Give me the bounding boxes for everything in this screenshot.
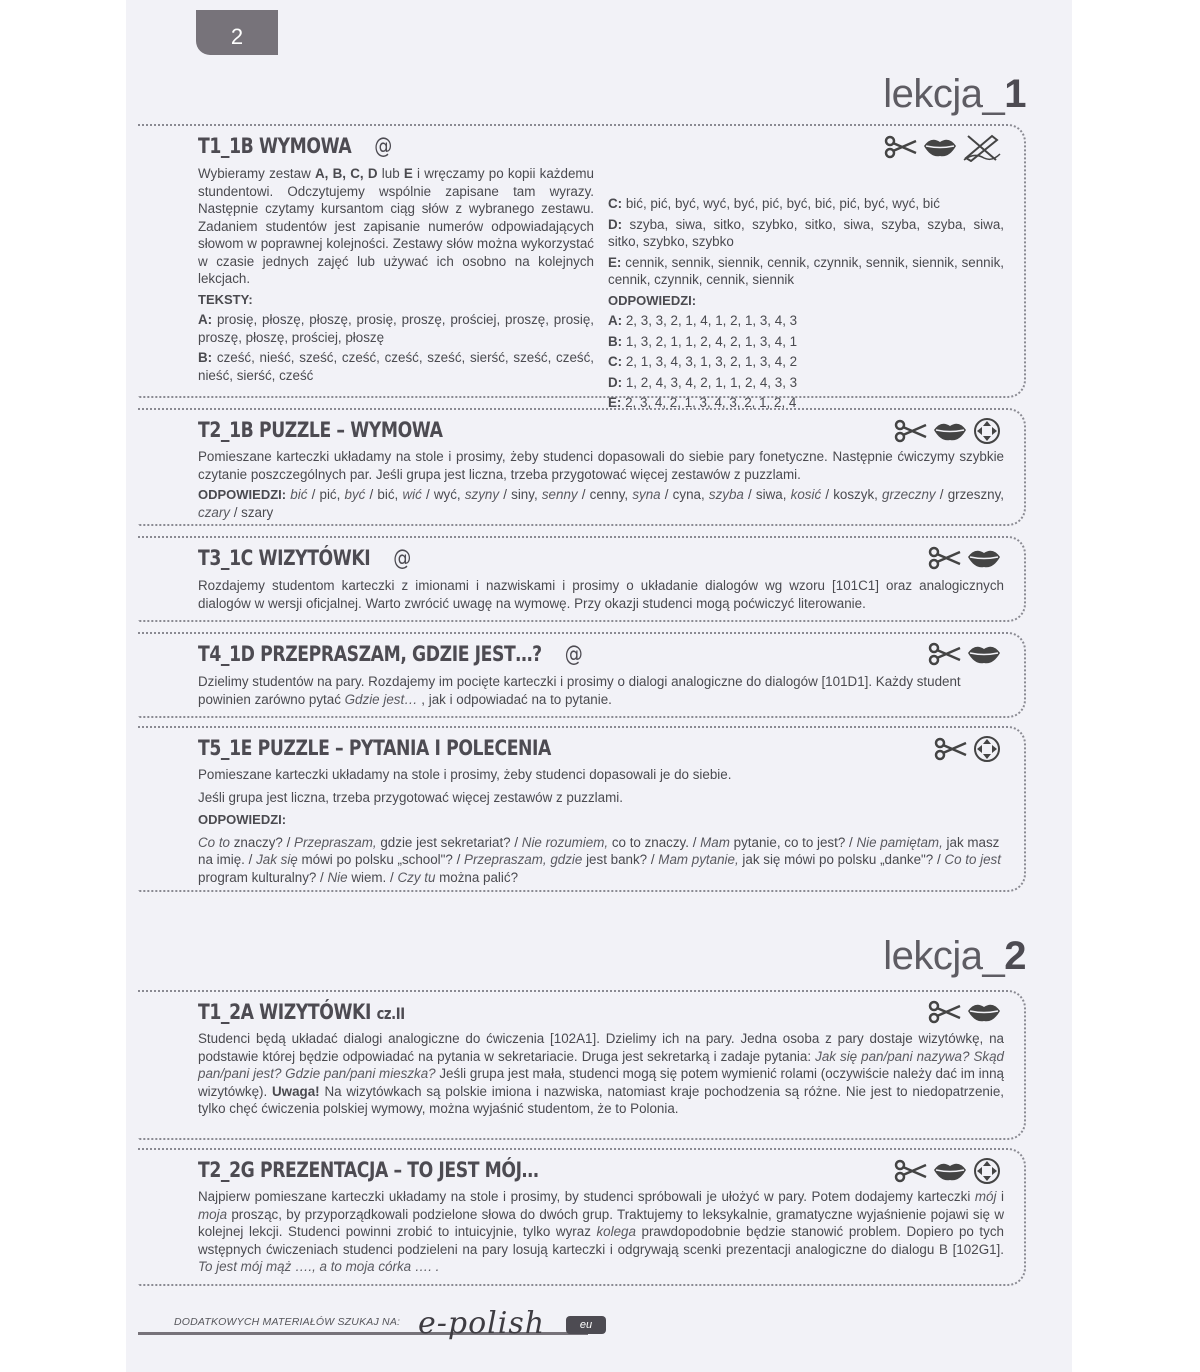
exercise-title: T2_1B PUZZLE – WYMOWA	[198, 418, 443, 442]
pair-first: syna	[632, 487, 661, 502]
lesson-number: 2	[1004, 934, 1026, 978]
exercise-title: T2_2G PREZENTACJA – TO JEST MÓJ…	[198, 1158, 539, 1182]
lesson-2-heading	[883, 934, 1026, 979]
exercise-instructions: Wybieramy zestaw A, B, C, D lub E i wręczamy po kopii każdemu stundentowi. Odczytujemy wspólnie zapisane tam wyrazy. Następnie czytamy kursantom ciąg słów z wybranego zestawu. Zadaniem studentów jest zapisanie numerów odpowiadających słowom w poprawnej kolejności. Zestawy słów można wykorzystać w czasie jednych zajęć lub używać ich osobno na kolejnych lekcjach.	[198, 166, 595, 286]
pair-second: / szary	[230, 504, 274, 520]
answers-label: ODPOWIEDZI:	[198, 812, 287, 827]
exercise-instructions: Pomieszane karteczki układamy na stole i prosimy, żeby studenci dopasowali do siebie pary fonetyczne. Następnie ćwiczymy szybkie czytanie poszczególnych par. Jeśli grupa jest liczna, trzeba przygotować więcej zestawów z puzzlami.	[198, 449, 1004, 482]
pair-second: / cyna,	[660, 487, 709, 502]
answer-italic: Przepraszam, gdzie	[464, 852, 583, 867]
exercise-t2-2g	[138, 1148, 1026, 1286]
pairs-answers: ODPOWIEDZI: bić / pić, być / bić, wić / wyć, szyny / siny, senny / cenny, syna / cyna, szyba / siwa, kosić / koszyk, grzeczny / grzeszny, czary / szary	[198, 487, 1005, 520]
answer-e: E: 2, 3, 4, 2, 1, 3, 4, 3, 2, 1, 2, 4	[608, 395, 797, 410]
eu-badge: eu	[566, 1316, 606, 1334]
footer-text: DODATKOWYCH MATERIAŁÓW SZUKAJ NA:	[174, 1316, 401, 1328]
pair-second: / pić,	[307, 487, 345, 502]
exercise-t5	[138, 726, 1026, 892]
exercise-t2	[138, 408, 1026, 526]
pair-first: wić	[402, 487, 422, 502]
lesson-1-heading	[883, 72, 1026, 117]
answer-text: program kulturalny? /	[198, 869, 328, 885]
exercise-instructions: Studenci będą układać dialogi analogiczne do ćwiczenia [102A1]. Dzielimy ich na pary. Jedna osoba z pary dostaje wizytówkę, na podstawie której będzie odpowiadać na pytania w sekretariacie. Druga jest sekretarką i zadaje pytania: Jak się pan/pani nazywa? Skąd pan/pani jest? Gdzie pan/pani mieszka? Jeśli grupa jest mała, studenci mogą się potem wymienić rolami (oczywiście należy dać im inną wizytówkę). Uwaga! Na wizytówkach są polskie imiona i nazwiska, natomiast kraje pochodzenia są różne. Nie jest to niedopatrzenie, tylko chęć ćwiczenia polskiej wymowy, można wyjaśnić studentom, że to Polonia.	[198, 1031, 1005, 1116]
answers-text	[198, 834, 1004, 887]
exercise-instructions: Najpierw pomieszane karteczki układamy na stole i prosimy, by studenci spróbowali je ułożyć w pary. Potem dodajemy karteczki mój i moja prosząc, by przyporządkowali podzielone słowa do dwóch grup. Traktujemy to leksykalnie, gramatyczne wyjaśnienie pojawi się w kolejnej lekcji. Studenci powinni zrobić to intuicyjnie, tylko wyraz kolega prawdopodobnie będzie stanowić problem. Dopiero po tych wstępnych ćwiczeniach studenci podzieleni na pary losują karteczki i odgrywają scenki prezentacji analogiczne do dialogu B [102G1]. To jest mój mąż …., a to moja córka …. .	[198, 1189, 1004, 1274]
pair-second: / wyć,	[421, 487, 465, 502]
online-at-icon: @	[393, 546, 411, 571]
exercise-title: T1_2A WIZYTÓWKI cz.II	[198, 1000, 405, 1024]
answer-italic: Jak się	[256, 852, 298, 867]
answer-italic: Mam	[700, 834, 730, 850]
pair-second: / grzeszny,	[935, 487, 1005, 502]
answer-italic: Przepraszam,	[294, 834, 377, 850]
answer-italic: Czy tu	[397, 869, 436, 885]
pair-second: / cenny,	[577, 487, 633, 502]
pair-first: być	[344, 487, 366, 502]
exercise-title: T1_1B WYMOWA @	[198, 134, 392, 159]
answer-text: jest bank? /	[582, 852, 659, 867]
pair-first: czary	[198, 504, 230, 520]
answer-italic: Nie pamiętam,	[856, 834, 943, 850]
exercise-instructions: Dzielimy studentów na pary. Rozdajemy im pocięte karteczki i prosimy o dialogi analogiczne do dialogów [101D1]. Każdy student powinien zarówno pytać Gdzie jest… , jak i odpowiadać na to pytanie.	[198, 674, 961, 707]
answer-text: mówi po polsku „school"? /	[297, 852, 465, 867]
exercise-t4	[138, 632, 1026, 718]
set-b: B: cześć, nieść, sześć, cześć, cześć, sześć, sierść, sześć, cześć, nieść, sierść, cześć	[198, 350, 594, 383]
exercise-t1	[138, 124, 1026, 410]
answer-text: gdzie jest sekretariat? /	[376, 834, 522, 850]
texts-label: TEKSTY:	[198, 291, 253, 307]
set-a: A: prosię, płoszę, płoszę, prosię, proszę, prościej, proszę, prosię, proszę, płoszę, prościej, płoszę	[198, 312, 594, 345]
online-at-icon: @	[564, 642, 583, 667]
pair-second: / koszyk,	[821, 487, 883, 502]
answer-a: A: 2, 3, 3, 2, 1, 4, 1, 2, 1, 3, 4, 3	[608, 313, 798, 328]
online-at-icon: @	[374, 134, 392, 159]
answers-label: ODPOWIEDZI:	[608, 292, 697, 308]
pair-first: grzeczny	[882, 487, 936, 502]
answer-italic: Nie	[327, 869, 348, 885]
instructions-line-2: Jeśli grupa jest liczna, trzeba przygotować więcej zestawów z puzzlami.	[198, 789, 623, 805]
answer-text: można palić?	[435, 869, 519, 885]
page-number: 2	[196, 10, 278, 55]
answer-italic: Co to jest	[944, 852, 1001, 867]
exercise-title: T4_1D PRZEPRASZAM, GDZIE JEST…? @	[198, 642, 583, 667]
lesson-label: lekcja_	[883, 72, 1005, 116]
right-column	[608, 165, 1004, 415]
exercise-title: T3_1C WIZYTÓWKI @	[198, 546, 411, 571]
instructions-line-1: Pomieszane karteczki układamy na stole i prosimy, żeby studenci dopasowali je do siebie.	[198, 767, 732, 782]
pair-second: / siny,	[499, 487, 542, 502]
answer-b: B: 1, 3, 2, 1, 1, 2, 4, 2, 1, 3, 4, 1	[608, 333, 798, 349]
answer-c: C: 2, 1, 3, 4, 3, 1, 3, 2, 1, 3, 4, 2	[608, 354, 798, 369]
answer-text: jak masz na imię. /	[198, 834, 1000, 867]
pair-second: / siwa,	[743, 487, 791, 502]
pair-first: senny	[541, 487, 578, 502]
set-c: C: bić, pić, być, wyć, być, pić, być, bić, pić, być, wyć, bić	[608, 196, 940, 211]
pair-first: szyba	[708, 487, 744, 502]
answer-italic: Nie rozumiem,	[521, 834, 609, 850]
answer-text: wiem. /	[347, 869, 398, 885]
answer-text: znaczy? /	[230, 834, 295, 850]
pair-first: bić	[290, 487, 308, 502]
exercise-title: T5_1E PUZZLE – PYTANIA I POLECENIA	[198, 736, 551, 760]
lesson-number: 1	[1004, 72, 1026, 116]
pair-first: szyny	[464, 487, 500, 502]
answer-text: jak się mówi po polsku „danke"? /	[738, 852, 945, 867]
answer-italic: Co to	[198, 834, 231, 850]
answer-text: pytanie, co to jest? /	[729, 834, 857, 850]
set-e: E: cennik, sennik, siennik, cennik, czynnik, sennik, siennik, sennik, cennik, czynnik, cennik, siennik	[608, 254, 1004, 287]
set-d: D: szyba, siwa, sitko, szybko, sitko, siwa, szyba, szyba, siwa, sitko, szybko, szybko	[608, 216, 1004, 249]
epolish-logo[interactable]: e-polish	[418, 1306, 546, 1341]
lesson-label: lekcja_	[883, 934, 1005, 978]
answer-italic: Mam pytanie,	[658, 852, 739, 867]
answer-d: D: 1, 2, 4, 3, 4, 2, 1, 1, 2, 4, 3, 3	[608, 374, 798, 390]
exercise-instructions: Rozdajemy studentom karteczki z imionami i nazwiskami i prosimy o układanie dialogów wg wzoru [101C1] oraz analogicznych dialogów w wersji oficjalnej. Warto zwrócić uwagę na wymowę. Przy okazji studenci mogą poćwiczyć literowanie.	[198, 578, 1004, 611]
pair-first: kosić	[790, 487, 822, 502]
left-column	[198, 165, 594, 415]
exercise-t1-2a	[138, 990, 1026, 1140]
pair-second: / bić,	[365, 487, 403, 502]
exercise-t3	[138, 536, 1026, 622]
answer-text: co to znaczy. /	[608, 834, 701, 850]
